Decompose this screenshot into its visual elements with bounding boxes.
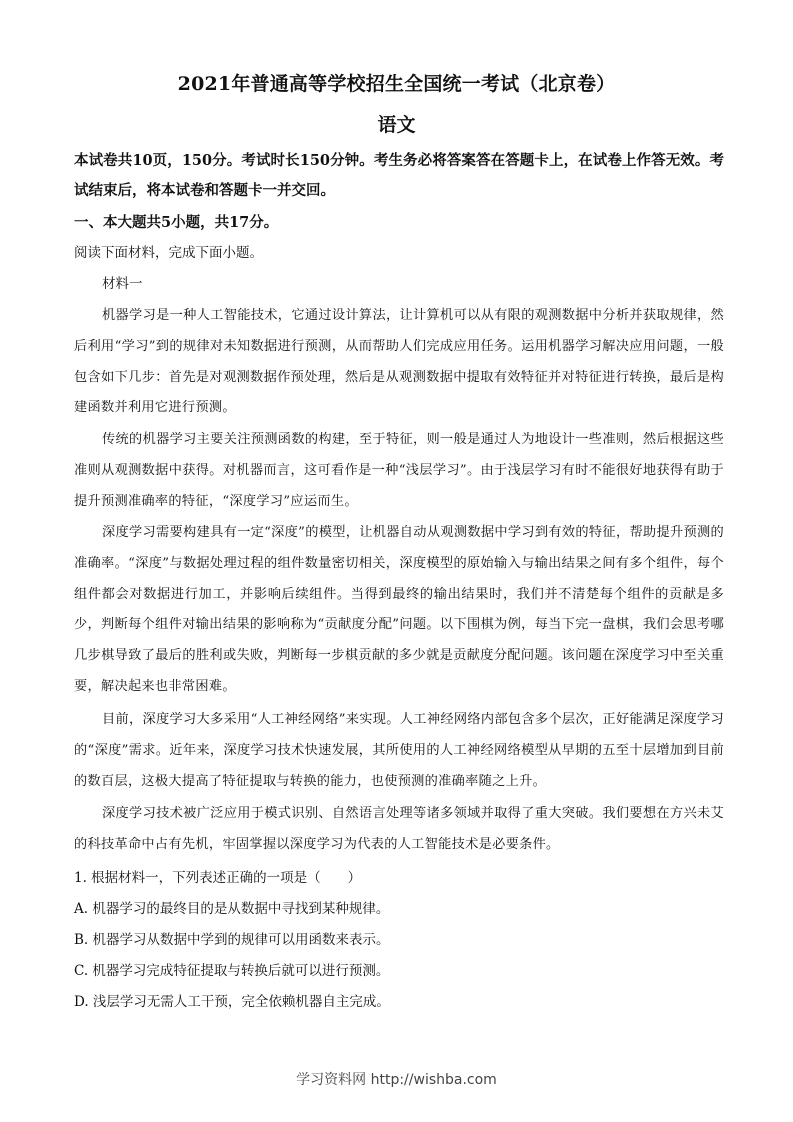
- exam-notice: 本试卷共10页，150分。考试时长150分钟。考生务必将答案答在答题卡上，在试卷上作答无效。考试结束后，将本试卷和答题卡一并交回。: [74, 152, 724, 199]
- body-paragraph-2: 传统的机器学习主要关注预测函数的构建，至于特征，则一般是通过人为地设计一些准则，然后根据这些准则从观测数据中获得。对机器而言，这可看作是一种“浅层学习”。由于浅层学习有时不能很好地获得有助于提升预测准确率的特征，“深度学习”应运而生。: [74, 432, 724, 509]
- section-heading: 一、本大题共5小题，共17分。: [74, 214, 279, 231]
- body-paragraph-3: 深度学习需要构建具有一定“深度”的模型，让机器自动从观测数据中学习到有效的特征，帮助提升预测的准确率。“深度”与数据处理过程的组件数量密切相关，深度模型的原始输入与输出结果之间有多个组件，每个组件都会对数据进行加工，并影响后续组件。当得到最终的输出结果时，我们并不清楚每个组件的贡献是多少，判断每个组件对输出结果的影响称为“贡献度分配”问题。以下围棋为例，每当下完一盘棋，我们会思考哪几步棋导致了最后的胜利或失败，判断每一步棋贡献的多少就是贡献度分配问题。该问题在深度学习中至关重要，解决起来也非常困难。: [74, 525, 724, 694]
- option-a: A. 机器学习的最终目的是从数据中寻找到某种规律。: [74, 901, 390, 917]
- body-paragraph-4: 目前，深度学习大多采用“人工神经网络”来实现。人工神经网络内部包含多个层次，正好能满足深度学习的“深度”需求。近年来，深度学习技术快速发展，其所使用的人工神经网络模型从早期的五至十层增加到目前的数百层，这极大提高了特征提取与转换的能力，也使预测的准确率随之上升。: [74, 712, 724, 789]
- footer-watermark: 学习资料网 http://wishba.com: [296, 1072, 497, 1088]
- material-label: 材料一: [102, 276, 143, 292]
- reading-instruction: 阅读下面材料，完成下面小题。: [74, 245, 263, 261]
- exam-title: 2021年普通高等学校招生全国统一考试（北京卷）: [177, 73, 616, 95]
- question-stem: 1. 根据材料一，下列表述正确的一项是（ ）: [74, 870, 362, 886]
- option-d: D. 浅层学习无需人工干预，完全依赖机器自主完成。: [74, 994, 390, 1010]
- option-c: C. 机器学习完成特征提取与转换后就可以进行预测。: [74, 963, 390, 979]
- option-b: B. 机器学习从数据中学到的规律可以用函数来表示。: [74, 932, 390, 948]
- body-paragraph-5: 深度学习技术被广泛应用于模式识别、自然语言处理等诸多领域并取得了重大突破。我们要想在方兴未艾的科技革命中占有先机，牢固掌握以深度学习为代表的人工智能技术是必要条件。: [74, 806, 724, 852]
- subject-heading: 语文: [377, 114, 416, 136]
- body-paragraph-1: 机器学习是一种人工智能技术，它通过设计算法，让计算机可以从有限的观测数据中分析并获取规律，然后利用“学习”到的规律对未知数据进行预测，从而帮助人们完成应用任务。运用机器学习解决应用问题，一般包含如下几步：首先是对观测数据作预处理，然后是从观测数据中提取有效特征并对特征进行转换，最后是构建函数并利用它进行预测。: [74, 308, 724, 416]
